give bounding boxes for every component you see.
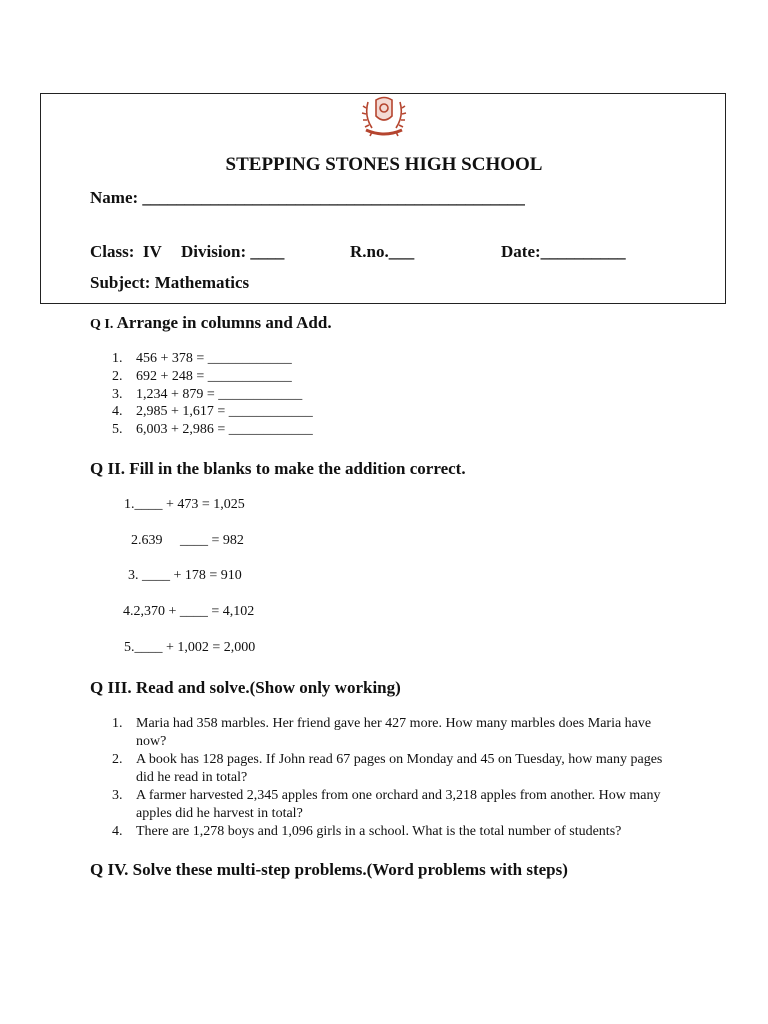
q4-heading: Q IV. Solve these multi-step problems.(Word problems with steps) <box>90 860 568 879</box>
list-item: 3. A farmer harvested 2,345 apples from one orchard and 3,218 apples from another. How many apples did he harvest in total? <box>112 788 661 821</box>
q2-item-4: 4.2,370 + ____ = 4,102 <box>123 604 255 619</box>
q1-list <box>90 350 313 439</box>
list-item: 1. 456 + 378 = ____________ <box>112 351 292 366</box>
list-item: 2. A book has 128 pages. If John read 67 pages on Monday and 45 on Tuesday, how many pages did he read in total? <box>112 752 663 785</box>
list-item: 1. Maria had 358 marbles. Her friend gave her 427 more. How many marbles does Maria have now? <box>112 716 652 749</box>
q2-item-2: 2.639 ____ = 982 <box>131 533 244 548</box>
division-label: Division: ____ <box>181 242 285 261</box>
q1-heading <box>90 313 332 333</box>
q1-number: Q I. <box>90 317 114 332</box>
q2-item-3: 3. ____ + 178 = 910 <box>128 568 242 583</box>
list-item: 4. There are 1,278 boys and 1,096 girls in a school. What is the total number of students? <box>112 824 622 839</box>
q2-heading: Q II. Fill in the blanks to make the addition correct. <box>90 459 466 478</box>
q2-item-1: 1.____ + 473 = 1,025 <box>124 497 245 512</box>
roll-number-label: R.no.___ <box>350 242 415 261</box>
q2-item-5: 5.____ + 1,002 = 2,000 <box>124 640 256 655</box>
school-name: STEPPING STONES HIGH SCHOOL <box>225 154 543 175</box>
list-item: 3. 1,234 + 879 = ____________ <box>112 386 303 402</box>
q3-list <box>90 715 680 841</box>
date-label: Date:__________ <box>501 242 626 261</box>
subject-label: Subject: Mathematics <box>90 273 250 292</box>
q1-title: Arrange in columns and Add. <box>116 313 332 332</box>
list-item: 5. 6,003 + 2,986 = ____________ <box>112 422 313 438</box>
name-field-label: Name: _____________________________________________ <box>90 188 525 207</box>
school-crest-logo <box>358 94 410 138</box>
list-item: 2. 692 + 248 = ____________ <box>112 368 292 384</box>
class-label: Class: IV <box>90 242 162 261</box>
q3-heading: Q III. Read and solve.(Show only working) <box>90 678 401 697</box>
list-item: 4. 2,985 + 1,617 = ____________ <box>112 404 313 420</box>
